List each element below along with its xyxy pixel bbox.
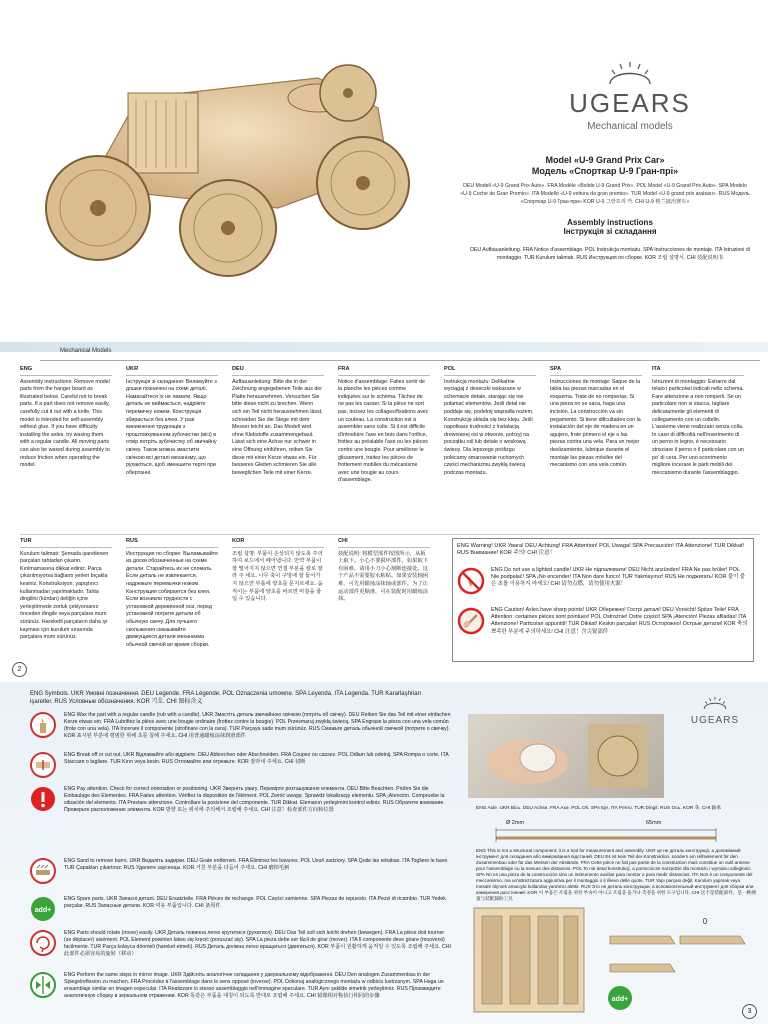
- symbol-text: ENG Break off or cut out. UKR Відламайте або відріжте. DEU Abbrechen oder Abschneiden. FRA Coupez ou cassez. POL Odłam lub odetnij. SPA Rompa o corte. ITA Staccare o tagliare. TUR Kırın veya kesin. RUS Отломайте или отрежьте. KOR 잘라내 주세요. CHI 切断: [64, 752, 449, 765]
- instruction-column-ukr: [126, 366, 218, 477]
- assembly-title-en: Assembly instructions: [567, 218, 653, 227]
- brand-name: UGEARS: [569, 88, 691, 118]
- sharp-axle-icon: [457, 607, 485, 635]
- symbol-text: ENG Parts should rotate (move) easily. UKR Деталь повинна легко крутитися (рухатися). DEU Das Teil soll sich leicht drehen (bewegen). FRA La pièce doit tourner (se déplacer) aisément. POL Element powinien łatwo się kręcić (poruszać się). SPA La pieza debe ser fácil de girar (mover). ITA Il componente deve girare (muoversi) facilmente. TUR Parça kolayca dönmeli (hareket etmeli). RUS Деталь должна легко вращаться (двигаться). KOR 부품이 원활하게 움직일 수 있도록 조립해 주세요. CHI 此部件必须容易的旋转（移动）: [64, 930, 451, 957]
- assembly-title-ru: Інструкція зі складання: [563, 227, 657, 236]
- attention-icon: [30, 786, 56, 812]
- column-lang: ENG: [20, 366, 112, 376]
- spare-parts-icon: [30, 896, 56, 922]
- column-text: Assembly instructions: Remove model parts from the hanger board as illustrated below. Careful not to break parts. If a part does not remove easily, carefully cut it out with a knife. This model is intended for self-assembly without glue. If you have difficulty installing the axles, try waxing them with a regular candle. All moving parts can also be waxed during assembly to reduce friction when operating the model.: [20, 378, 110, 469]
- grand-prix-car-model-image: [18, 38, 438, 278]
- model-title-ru: Модель «Спорткар U-9 Гран-прі»: [531, 166, 679, 176]
- symbols-title: ENG Symbols. UKR Умовні позначення. DEU Legende. FRA Légende. POL Oznaczenia umowne. SPA Leyenda. ITA Legenda. TUR Kararlaşhrian işaretler. RUS Условные обозначения. KOR 기호. CHI 图标含义: [30, 691, 421, 705]
- instruction-column-fra: [338, 366, 430, 485]
- sand-icon: [30, 858, 56, 884]
- candle-icon: [30, 712, 56, 738]
- column-text: Aufbauanleitung: Bitte die in der Zeichnung angegebenen Teile aus der Platte herausnehmen. Versuchen Sie bitte diese nicht zu brechen. Wenn sich ein Teil nicht herausnehmen lässt, schneiden Sie die Stege mit dem Messer leicht an. Das Modell wird ohne Klebstoffe zusammengebaut. Lässt sich eine Achse nur schwer in eine Öffnung einführen, reiben Sie diese mit einer Kerze etwas ein. Für besseres Gleiten schmieren Sie alle beweglichen Teile mit einer Kerze.: [232, 378, 323, 476]
- warning-box: [452, 538, 754, 662]
- symbol-text: ENG Sand to remove burrs. UKR Видаліть задирки. DEU Grate entfernen. FRA Éliminez les bavures. POL Usuń zadziory. SPA Quite las rebabas. ITA Togliere le bave. TUR Çapakları çıkartınız. RUS Удалите заусенцы. KOR 거친 부분을 다듬어 주세요. CHI 磨掉毛刺: [64, 858, 449, 871]
- instruction-column-eng: [20, 366, 112, 470]
- column-lang: DEU: [232, 366, 324, 376]
- gear-logo-icon: [700, 696, 730, 710]
- candle-waxing-photo: [468, 714, 664, 798]
- model-title-en: Model «U-9 Grand Prix Car»: [545, 155, 665, 165]
- column-text: Kurulum talimatı: Şemada işaretlenen parçaları tahtadan çıkarın. Kırılmamasına dikkat ediniz. Parça çıkarılmıyorsa bağlantı yerleri bıçakla kesiniz. Konstruksiyon, yapıştırıcı kullanmadan yapılmaktadır. Tahta dingilini (kürdan) deliğin içine yerleştirmede zorluk çekiyorsanız önceden dingile veya parçalara mum sürünüz. Hareketli parçaların daha iyi kayması için kurulum sırasında parçalara mum sürünüz.: [20, 550, 109, 641]
- instruction-column-deu: [232, 366, 324, 477]
- no-fire-icon: [457, 567, 485, 595]
- spare-badge-label: add+: [611, 996, 629, 1003]
- axle-diameter: Ø 2mm: [506, 820, 525, 826]
- column-text: Instrukcja montażu: Delikatnie wyciągaj z deseczki wskazane w schemacie detale, starając się nie połamać elementów. Jeśli detal nie poddaje się, podetnij wiązadła nożem. Konstrukcję składa się bez kleju. Jeśli napotkasz trudności z instalacją drewnianej osi w otworze, potrzyj na początku ośl lub detale o woskową świecę. Dla lepszego poślizgu polecamy smarowanie ruchomych części mechanizmu zwykłą świecą podczas montażu.: [444, 378, 534, 476]
- column-text: Інструкція зі складання: Виламуйте з дошки позначені на схемі деталі. Намагайтеся їх не ламати. Якщо деталь не виймається, надріжте перемичку ножем. Конструкція збирається без клею. У разі виникнення труднощів з проштовхуванням зубочистки (вісі) в отвір потріть зубочистку об звичайну свічку. Також можна змастити свічкою всі деталі механізму, що рухаються, щоб зменшити тертя при обертанні.: [126, 378, 217, 476]
- assembly-title-translations: DEU Aufbauanleitung. FRA Notice d'assemblage. POL Instrukcja montażu. SPA Instrucciones de montaje. ITA Istruzioni di montaggio. TUR Kurulum talimatı. RUS Инструкция по сборке. KOR 조립 설명서. CHI 装配说明书: [470, 247, 750, 261]
- parts-step-label: 0: [702, 917, 708, 926]
- column-text: 조립 설명: 부품이 손상되지 않도록 주의하여 보드에서 떼어냅니다. 만약 부품이 잘 떨어지지 않으면 연결 부분을 칼로 잘라 주 세요. 나무 축이 구멍에 잘 들어가지 않으면 부품에 양초를 문지르세요. 움직이는 부품에 양초를 바르면 마찰을 줄일 수 있습니다.: [232, 550, 323, 603]
- instruction-column-pol: [444, 366, 536, 477]
- column-lang: SPA: [550, 366, 642, 376]
- assembly-title-block: [470, 218, 750, 262]
- instruction-column-chi: [338, 538, 430, 604]
- tool-note: ENG This is not a structural component; it is a tool for measurement and assembly. UKR це не деталь конструкції, а допоміжний інструмент для складання або вимірювання відстаней. DEU Es ist kein Teil der Konstruktion, sondern ein Hilfselement für den Zusammenbau oder für das Messen der Abstände. FRA Cette pièce ne fait pas partie de la construction mais constitue un outil annexe pour l'assemblage ou la mesure des distances. POL To nie detal konstrukcji, a pomocnicze narzędzie dla montażu i wymiaru odległości. SPA No es una pieza de la construcción sino un instrumento auxiliar para montar o para medir distancias. ITA Non è un componente del meccanismo, ma un'attrezzatura aggiuntiva per il montaggio o il rilievo delle quote. TUR Yapı parçası değil, Kurulum yapmak veya mesafe ölçmek amacıyla kullanılan yardımcı alettir. RUS Это не деталь конструкции, а вспомогательный инструмент для сборки или измерения расстояний. KOR 이 부품은 조립을 위한 부속이 아니고 조립을 돕거나 측정을 위한 도구입니다. CHI 这不是装配部件，是一种测量与装配辅助工具: [476, 848, 756, 901]
- symbol-text: ENG Perform the same steps in mirror image. UKR Здійсніть аналогічне складання у дзеркальному відображенні. DEU Den analogen Zusammenbau in der Spiegelreflexion zu machen. FRA Procédez à l'assemblage dans le sens opposé (inverse). POL Dokonaj analogicznego montażu w odbiciu lustrzanym. SPA Haga un ensamblaje similar en imagen especular. ITA Realizzare lo stesso assemblaggio nell'immagine speculare. TUR Aynı şekilde simetrik yerleştiriniz. RUS Произведите аналогичную сборку в зеркальном отражении. KOR 똑같은 부품을 대칭이 되도록 반대로 조립해 주세요. CHI 镜像相对称执行相同的步骤: [64, 972, 444, 999]
- brand-name: UGEARS: [690, 715, 740, 726]
- instruction-column-rus: [126, 538, 218, 649]
- column-lang: CHI: [338, 538, 430, 548]
- column-lang: UKR: [126, 366, 218, 376]
- wheel-front-left: [46, 156, 150, 260]
- axle-length: 65mm: [646, 820, 662, 826]
- model-title-translations: DEU Modell «U-9 Grand Prix Auto». FRA Modèle «Bolide U-9 Grand Prix». POL Model «U-9 Grand Prix Auto». SPA Modelo «U-9 Coche de Gran Premio». ITA Modello «U-9 vettura da gran premio». TUR Model «U-9 grand prix arabası». RUS Модель «Спорткар U-9 Гран-при» KOR U-9 그랑프리 카. CHI U-9 格兰披治赛车»: [460, 183, 750, 205]
- wheel-front-right: [180, 180, 276, 276]
- warning-sharp-text: ENG Caution! Axles have sharp points! UKR Обережно! Гострі деталі! DEU Vorsicht! Spitze Teile! FRA Attention: certaines pièces sont pointues! POL Ostrożnie! Ostre części! SPA ¡Atención! Piezas afiladas! ITA Attenzione! Particolari appuntiti! TUR Dikkat! Keskin parçalar! RUS Осторожно! Острые детали! KOR 축의 뾰족한 부분에 주의하세요! CHI 注意！含尖锐部件: [491, 607, 748, 635]
- column-text: Istruzioni di montaggio: Estrarre dal telaio i particolari indicati nello schema. Fare attenzione a non romperli. Se un particolare non si stacca, tagliare delicatamente gli elementi di collegamento con un coltello. L'assieme viene realizzato senza colla. In caso di difficoltà nell'inserimento di un perno in legno, è necessario strisciare il perno o il particolare con un po' di cera. Per uno scorrimento migliore incerare le parti mobili del meccanismo durante l'assemblaggio.: [652, 378, 744, 476]
- symbol-text: ENG Spare parts. UKR Запасні деталі. DEU Ersatzteile. FRA Pièces de rechange. POL Części zamienne. SPA Piezas de repuesto. ITA Pezzi di ricambio. TUR Yedek parçalar. RUS Запасные детали. KOR 여유 부품입니다. CHI 备用件: [64, 896, 446, 909]
- page-2: [0, 342, 768, 682]
- wheel-rear-left: [320, 65, 376, 121]
- instruction-column-kor: [232, 538, 324, 604]
- column-text: 装配说明: 将模型部件按图所示，从板上取下。小心不要损坏部件。如果取下有困难，请用小刀小心割断连接处。这个产品不需要胶水粘贴。如果安装轴困难，可先用蜡烛涂抹轴或部件。为了让运动部件更顺滑，可在装配时用蜡烛涂抹。: [338, 550, 429, 603]
- ugears-logo: [560, 60, 700, 132]
- page-header-band: [0, 342, 768, 352]
- mirror-icon: [30, 972, 56, 998]
- symbol-text: ENG Pay attention. Check for correct orientation or positioning. UKR Зверніть увагу. Перевірте розташування елемента. DEU Bitte Beachten. Prüfen Sie die Einbaulage des Elementes. FRA Faites attention. Vérifiez la disposition de l'élément. POL Zwróć uwagę. Sprawdź lokalizację elementu. SPA ¡Atención. Compruebe la situación del elemento. ITA Prestare attenzione. Controllare la posizione del componente. TUR Dikkat. Elemanın yerleşimini kontrol ediniz. RUS Обратите внимание. Проверьте расположение элемента. KOR 방향 또는 위치에 주의해서 조립해 주세요. CHI 注意！检查部件方向和位置: [64, 786, 445, 813]
- column-text: Instrucciones de montaje: Saque de la tabla las piezas marcadas en el esquema. Trate de no romperlas. Si una pieza no se saca, haga una incisión. La construcción va sin pegamento. Si tiene dificultades con la instalación del eje de madera en un agujero, frote primero el eje o las piezas contra una vela. Para un mejor deslizamiento, lubrique durante el montaje las piezas móviles del mecanismo con una vela común.: [550, 378, 641, 469]
- page-3: [0, 682, 768, 1024]
- column-text: Notice d'assemblage: Faites sortir de la planche les pièces comme indiquées sur le schéma. Tâchez de ne pas les casser. Si la pièce ne sort pas, incisez les collages/fixations avec un couteau. La construction est à assembler sans colle. Si il est difficile d'introduire l'axe en bois dans l'orifice, frottez au préalable l'axe ou les pièces contre une bougie. Pour améliorer le glissement, traitez les pièces de frottement mobiles du mécanisme avec une bougie au cours d'assemblage.: [338, 378, 429, 484]
- divider: [40, 360, 760, 361]
- cover-page: [0, 0, 768, 340]
- column-lang: TUR: [20, 538, 112, 548]
- column-lang: POL: [444, 366, 536, 376]
- instruction-column-spa: [550, 366, 642, 470]
- brand-tagline: Mechanical models: [587, 121, 673, 132]
- gear-logo-icon: [605, 60, 655, 86]
- column-lang: RUS: [126, 538, 218, 548]
- page-header-title: Mechanical Models: [60, 348, 112, 354]
- column-lang: ITA: [652, 366, 744, 376]
- warning-candle-text: ENG Do not use a lighted candle! UKR Не підпалювати! DEU Nicht anzünden! FRA Ne pas brûler! POL Nie podpalać! SPA ¡No encender! ITA Non dare fuoco! TUR Yakmayınız! RUS Не поджигать! KOR 불이 붙은 초를 이용하지 마세요! CHI 请勿点燃，请勿使用火源！: [491, 567, 746, 588]
- page-number: 3: [742, 1004, 757, 1019]
- instruction-column-ita: [652, 366, 744, 477]
- ugears-logo-small: [680, 696, 750, 726]
- symbol-text: ENG Wax the part with a regular candle (rub with a candle). UKR Змастіть деталь звичайною свічкою (потріть об свічку). DEU Reiben Sie das Teil mit einer einfachen Kerze etwas ein. FRA Lubrifiez la pièce avec une bougie ordinaire (frottez contre la bougie). POL Przesmaruj zwykłą świecą. SPA Engrase la pieza con una vela común (frote con una vela). ITA Incerare il componente (strofinare con la cera). TUR Parçaya sade mum sürünüz. RUS Смажьте деталь обычной свечкой (потрите о свечку). KOR 표시된 부분에 평범한 위해 초를 칠해 주세요. CHI 用普通蜡烛涂抹润滑部件: [64, 712, 451, 739]
- axle-caption: ENG Axle. UKR Вісь. DEU Achse. FRA Axe. POL Oś. SPA Eje. ITA Perno. TUR Dingil. RUS Ось. KOR 축. CHI 轴承: [476, 806, 722, 811]
- column-text: Инструкция по сборке: Выламывайте из доски обозначенные на схеме детали. Старайтесь их не сломать. Если деталь не извлекается, надрежьте перемычки ножом. Конструкция собирается без клея. Если возникли трудности с установкой деревянной оси, перед установкой потрите детали об обычную свечу. Для лучшего скольжения смазывайте движущиеся детали механизма обычной свечой во время сборки.: [126, 550, 218, 648]
- parts-board-diagram: [470, 906, 758, 1016]
- svg-text:add+: add+: [34, 907, 52, 914]
- column-lang: FRA: [338, 366, 430, 376]
- rotate-icon: [30, 930, 56, 956]
- wheel-rear-right: [317, 137, 409, 229]
- column-lang: KOR: [232, 538, 324, 548]
- break-off-icon: [30, 752, 56, 778]
- warning-title: ENG Warning! UKR Увага! DEU Achtung! FRA Attention! POL Uwaga! SPA Precaución! ITA Attenzione! TUR Dikkat! RUS Внимание! KOR 주의! CHI 注意！: [457, 543, 745, 556]
- model-title-block: [460, 155, 750, 206]
- instruction-column-tur: [20, 538, 112, 642]
- page-number: 2: [12, 662, 27, 677]
- divider: [20, 534, 760, 535]
